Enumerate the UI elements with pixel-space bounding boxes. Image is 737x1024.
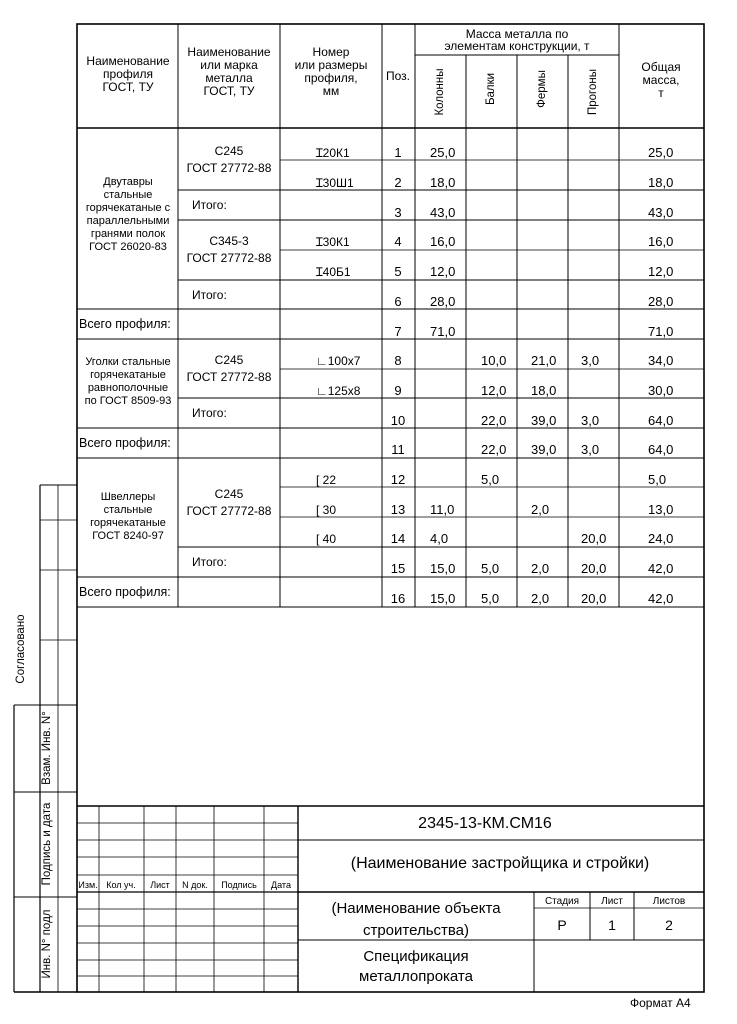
side-agreed-label: Согласовано — [15, 614, 27, 684]
mass-trusses: 2,0 — [531, 591, 550, 606]
header-metal-grade: Наименование или марка металла ГОСТ, ТУ — [187, 45, 271, 98]
mass-purlins: 3,0 — [581, 442, 600, 457]
sheets-value: 2 — [665, 917, 673, 933]
mass-columns: 43,0 — [430, 205, 456, 220]
position-number: 15 — [390, 561, 406, 576]
position-number: 12 — [390, 472, 406, 487]
mass-total: 25,0 — [648, 145, 674, 160]
profile-size: Ɪ20К1 — [316, 146, 350, 160]
group-name-channels: Швеллеры стальные горячекатаные ГОСТ 8240-97 — [90, 491, 166, 542]
mass-total: 64,0 — [648, 442, 674, 457]
mass-total: 5,0 — [648, 472, 667, 487]
header-total-mass: Общая масса, т — [641, 60, 681, 100]
header-profile-size: Номер или размеры профиля, мм — [294, 45, 368, 98]
profile-size: Ɪ30К1 — [316, 235, 350, 249]
developer-name: (Наименование застройщика и стройки) — [350, 855, 650, 872]
mass-beams: 5,0 — [481, 472, 500, 487]
mass-trusses: 39,0 — [531, 442, 557, 457]
group-name-ibeams: Двутавры стальные горячекатаные с параллельными гранями полок ГОСТ 26020-83 — [85, 176, 171, 253]
stage-value: Р — [557, 917, 567, 933]
stage-label: Стадия — [544, 896, 580, 907]
total-profile-label: Всего профиля: — [79, 436, 171, 450]
mass-beams: 22,0 — [481, 442, 507, 457]
mass-beams: 5,0 — [481, 561, 500, 576]
col-change: Изм. — [78, 880, 98, 890]
total-profile-label: Всего профиля: — [79, 585, 171, 599]
mass-total: 42,0 — [648, 561, 674, 576]
mass-total: 64,0 — [648, 413, 674, 428]
mass-columns: 18,0 — [430, 175, 456, 190]
mass-trusses: 18,0 — [531, 383, 557, 398]
subtotal-label: Итого: — [192, 555, 227, 569]
group-name-angles: Уголки стальные горячекатаные равнополочные по ГОСТ 8509-93 — [84, 356, 172, 407]
grade-c245-1: С245 ГОСТ 27772-88 — [186, 144, 272, 175]
mass-trusses: 2,0 — [531, 502, 550, 517]
mass-total: 71,0 — [648, 324, 674, 339]
position-number: 5 — [394, 264, 402, 279]
mass-total: 28,0 — [648, 294, 674, 309]
side-inv-replaced-label: Взам. Инв. N° — [41, 711, 53, 785]
grade-c245-3: С245 ГОСТ 27772-88 — [186, 487, 272, 518]
mass-total: 18,0 — [648, 175, 674, 190]
mass-columns: 25,0 — [430, 145, 456, 160]
mass-purlins: 20,0 — [581, 591, 607, 606]
mass-beams: 5,0 — [481, 591, 500, 606]
position-number: 14 — [390, 531, 406, 546]
position-number: 13 — [390, 502, 406, 517]
mass-columns: 11,0 — [430, 502, 455, 517]
side-inv-orig-label: Инв. N° подл — [41, 909, 53, 979]
position-number: 2 — [394, 175, 402, 190]
mass-total: 16,0 — [648, 234, 674, 249]
mass-total: 43,0 — [648, 205, 674, 220]
col-count: Кол уч. — [106, 880, 136, 890]
header-beams: Балки — [485, 72, 497, 106]
mass-total: 34,0 — [648, 353, 674, 368]
header-mass-group: Масса металла по элементам конструкции, т — [444, 27, 590, 53]
header-profile-name: Наименование профиля ГОСТ, ТУ — [86, 54, 170, 94]
profile-size: ∟100х7 — [316, 354, 361, 368]
position-number: 10 — [390, 413, 406, 428]
side-sign-date-label: Подпись и дата — [41, 802, 53, 886]
grade-c345-3: С345-3 ГОСТ 27772-88 — [186, 234, 272, 265]
profile-size: Ɪ40Б1 — [316, 265, 351, 279]
mass-purlins: 20,0 — [581, 531, 607, 546]
position-number: 11 — [391, 442, 405, 457]
mass-columns: 15,0 — [430, 591, 456, 606]
subtotal-label: Итого: — [192, 406, 227, 420]
profile-size: [ 30 — [316, 503, 337, 517]
mass-total: 12,0 — [648, 264, 674, 279]
profile-size: [ 22 — [316, 473, 337, 487]
mass-columns: 28,0 — [430, 294, 456, 309]
mass-total: 30,0 — [648, 383, 674, 398]
col-doc-no: N док. — [182, 880, 208, 890]
mass-beams: 12,0 — [481, 383, 507, 398]
mass-columns: 12,0 — [430, 264, 456, 279]
profile-size: Ɪ30Ш1 — [316, 176, 354, 190]
mass-columns: 15,0 — [430, 561, 456, 576]
mass-beams: 22,0 — [481, 413, 507, 428]
mass-trusses: 21,0 — [531, 353, 557, 368]
mass-total: 13,0 — [648, 502, 674, 517]
mass-total: 24,0 — [648, 531, 674, 546]
position-number: 16 — [390, 591, 406, 606]
sheet-label: Лист — [601, 896, 623, 907]
mass-purlins: 20,0 — [581, 561, 607, 576]
mass-trusses: 2,0 — [531, 561, 550, 576]
position-number: 6 — [394, 294, 402, 309]
header-columns: Колонны — [434, 68, 446, 116]
header-purlins: Прогоны — [587, 68, 599, 116]
mass-total: 42,0 — [648, 591, 674, 606]
position-number: 8 — [394, 353, 402, 368]
mass-trusses: 39,0 — [531, 413, 557, 428]
mass-purlins: 3,0 — [581, 413, 600, 428]
document-code: 2345-13-КМ.СМ16 — [418, 815, 552, 832]
position-number: 7 — [394, 324, 402, 339]
subtotal-label: Итого: — [192, 288, 227, 302]
format-label: Формат А4 — [630, 996, 691, 1010]
col-sheet: Лист — [150, 880, 170, 890]
col-date: Дата — [271, 880, 291, 890]
header-trusses: Фермы — [536, 70, 548, 108]
object-name: (Наименование объекта строительства) — [331, 900, 501, 939]
profile-size: ∟125х8 — [316, 384, 361, 398]
position-number: 3 — [394, 205, 402, 220]
col-signature: Подпись — [221, 880, 257, 890]
sheet-value: 1 — [608, 917, 616, 933]
grade-c245-2: С245 ГОСТ 27772-88 — [186, 353, 272, 384]
mass-columns: 4,0 — [430, 531, 449, 546]
document-title: Спецификация металлопроката — [359, 948, 473, 985]
sheets-label: Листов — [652, 896, 686, 907]
position-number: 9 — [394, 383, 402, 398]
mass-columns: 71,0 — [430, 324, 456, 339]
profile-size: [ 40 — [316, 532, 337, 546]
mass-purlins: 3,0 — [581, 353, 600, 368]
position-number: 4 — [394, 234, 402, 249]
subtotal-label: Итого: — [192, 198, 227, 212]
mass-columns: 16,0 — [430, 234, 456, 249]
mass-beams: 10,0 — [481, 353, 507, 368]
position-number: 1 — [394, 145, 402, 160]
total-profile-label: Всего профиля: — [79, 317, 171, 331]
header-position: Поз. — [386, 69, 410, 83]
